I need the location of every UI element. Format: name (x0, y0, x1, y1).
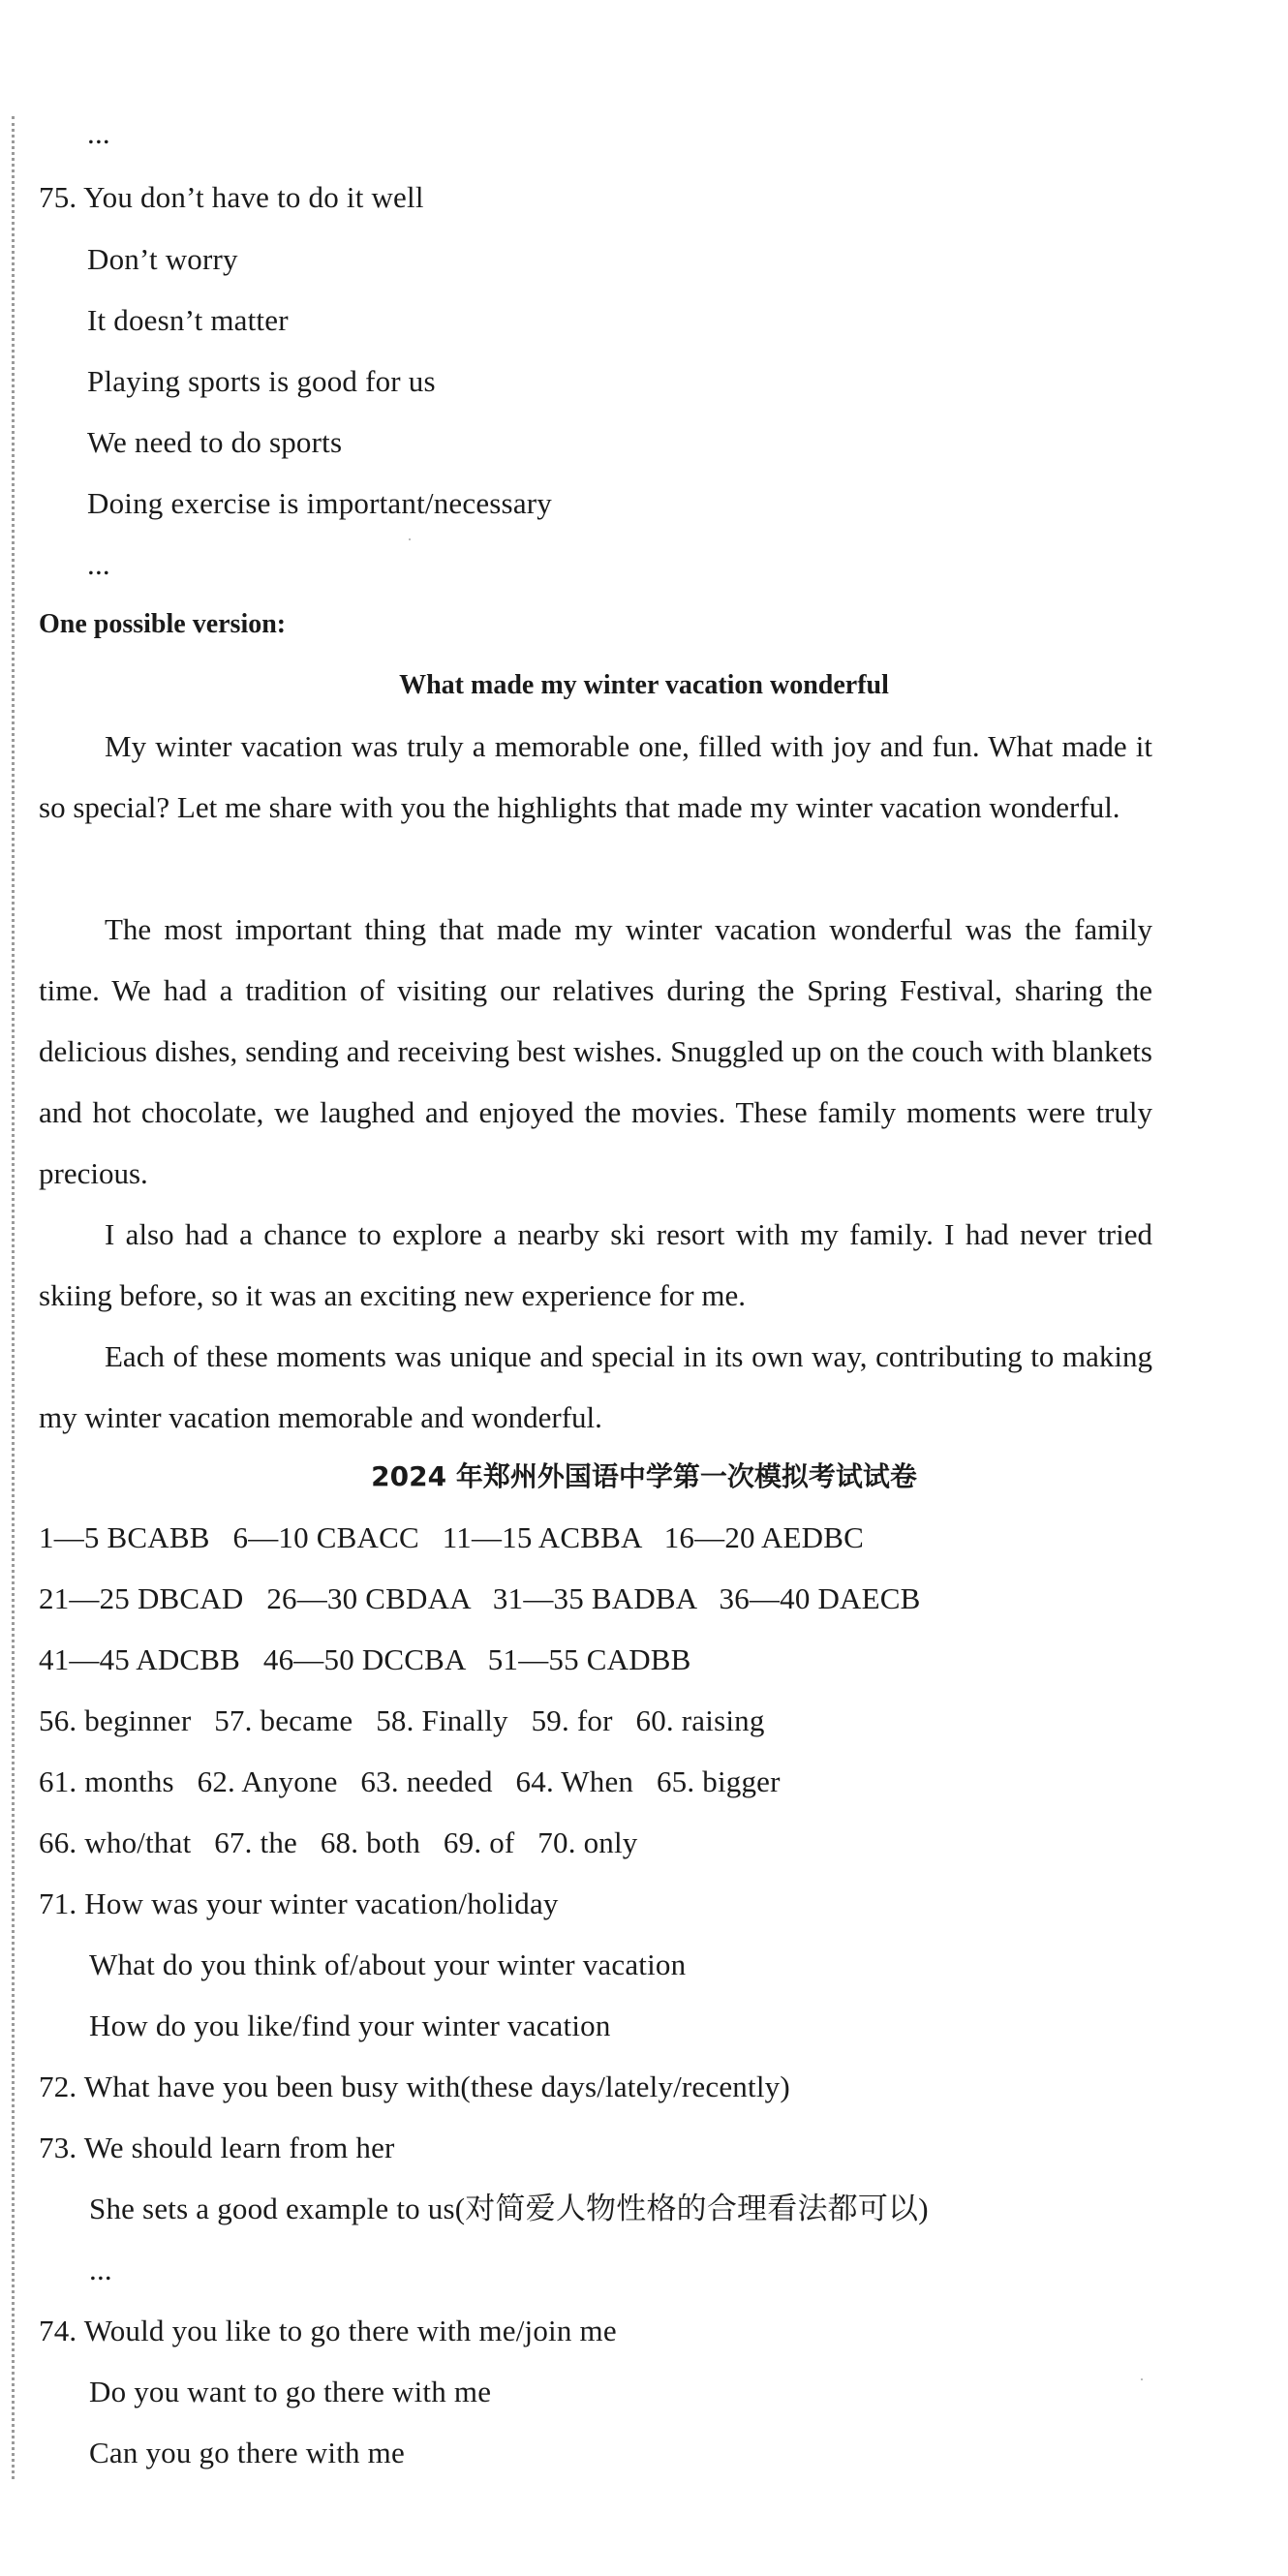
q74-item-2: Can you go there with me (89, 2436, 405, 2469)
answers-row-1: 1—5 BCABB 6—10 CBACC 11—15 ACBBA 16—20 AEDBC (39, 1520, 865, 1554)
essay-label: One possible version: (39, 609, 287, 639)
q75-item-5: Doing exercise is important/necessary (87, 486, 552, 520)
q72-title: 72. What have you been busy with(these days/lately/recently) (39, 2070, 790, 2103)
essay-paragraph-1: My winter vacation was truly a memorable one, filled with joy and fun. What made it so special? Let me share with you the highlights that made my winter vacation wonderful. (39, 729, 1152, 824)
q75-title: 75. You don’t have to do it well (39, 180, 424, 214)
q73-title: 73. We should learn from her (39, 2131, 395, 2164)
q75-item-2: It doesn’t matter (87, 303, 289, 337)
essay-title: What made my winter vacation wonderful (399, 670, 889, 700)
answers-row-2: 21—25 DBCAD 26—30 CBDAA 31—35 BADBA 36—40 DAECB (39, 1581, 921, 1615)
answers-row-5: 61. months 62. Anyone 63. needed 64. When 65. bigger (39, 1764, 781, 1798)
q74-item-1: Do you want to go there with me (89, 2375, 492, 2408)
q73-item-1: She sets a good example to us(对简爱人物性格的合理看法都可以) (89, 2192, 929, 2225)
q75-item-1: Don’t worry (87, 242, 238, 276)
essay-paragraph-3: I also had a chance to explore a nearby ski resort with my family. I had never tried skiing before, so it was an exciting new experience for me. (39, 1217, 1152, 1312)
q71-item-2: How do you like/find your winter vacation (89, 2009, 611, 2042)
binding-dotted-line (12, 116, 15, 2479)
answers-row-4: 56. beginner 57. became 58. Finally 59. for 60. raising (39, 1703, 765, 1737)
answers-row-6: 66. who/that 67. the 68. both 69. of 70. only (39, 1825, 638, 1859)
exam-title: 2024 年郑州外国语中学第一次模拟考试试卷 (371, 1460, 917, 1492)
ellipsis-top: ... (87, 116, 110, 150)
scan-speck (409, 538, 411, 540)
q71-title: 71. How was your winter vacation/holiday (39, 1886, 559, 1920)
answers-row-3: 41—45 ADCBB 46—50 DCCBA 51—55 CADBB (39, 1642, 691, 1676)
q75-ellipsis: ... (87, 547, 110, 581)
q74-title: 74. Would you like to go there with me/join me (39, 2314, 617, 2347)
q75-item-3: Playing sports is good for us (87, 364, 436, 398)
q75-item-4: We need to do sports (87, 425, 343, 459)
q73-ellipsis: ... (89, 2253, 112, 2286)
essay-paragraph-4: Each of these moments was unique and special in its own way, contributing to making my winter vacation memorable and wonderful. (39, 1339, 1152, 1434)
scan-speck (1141, 2378, 1143, 2380)
essay-paragraph-2: The most important thing that made my winter vacation wonderful was the family time. We had a tradition of visiting our relatives during the Spring Festival, sharing the delicious dishes, sending and receiving best wishes. Snuggled up on the couch with blankets and hot chocolate, we laughed and enjoyed the movies. These family moments were truly precious. (39, 912, 1152, 1190)
q71-item-1: What do you think of/about your winter vacation (89, 1947, 687, 1981)
